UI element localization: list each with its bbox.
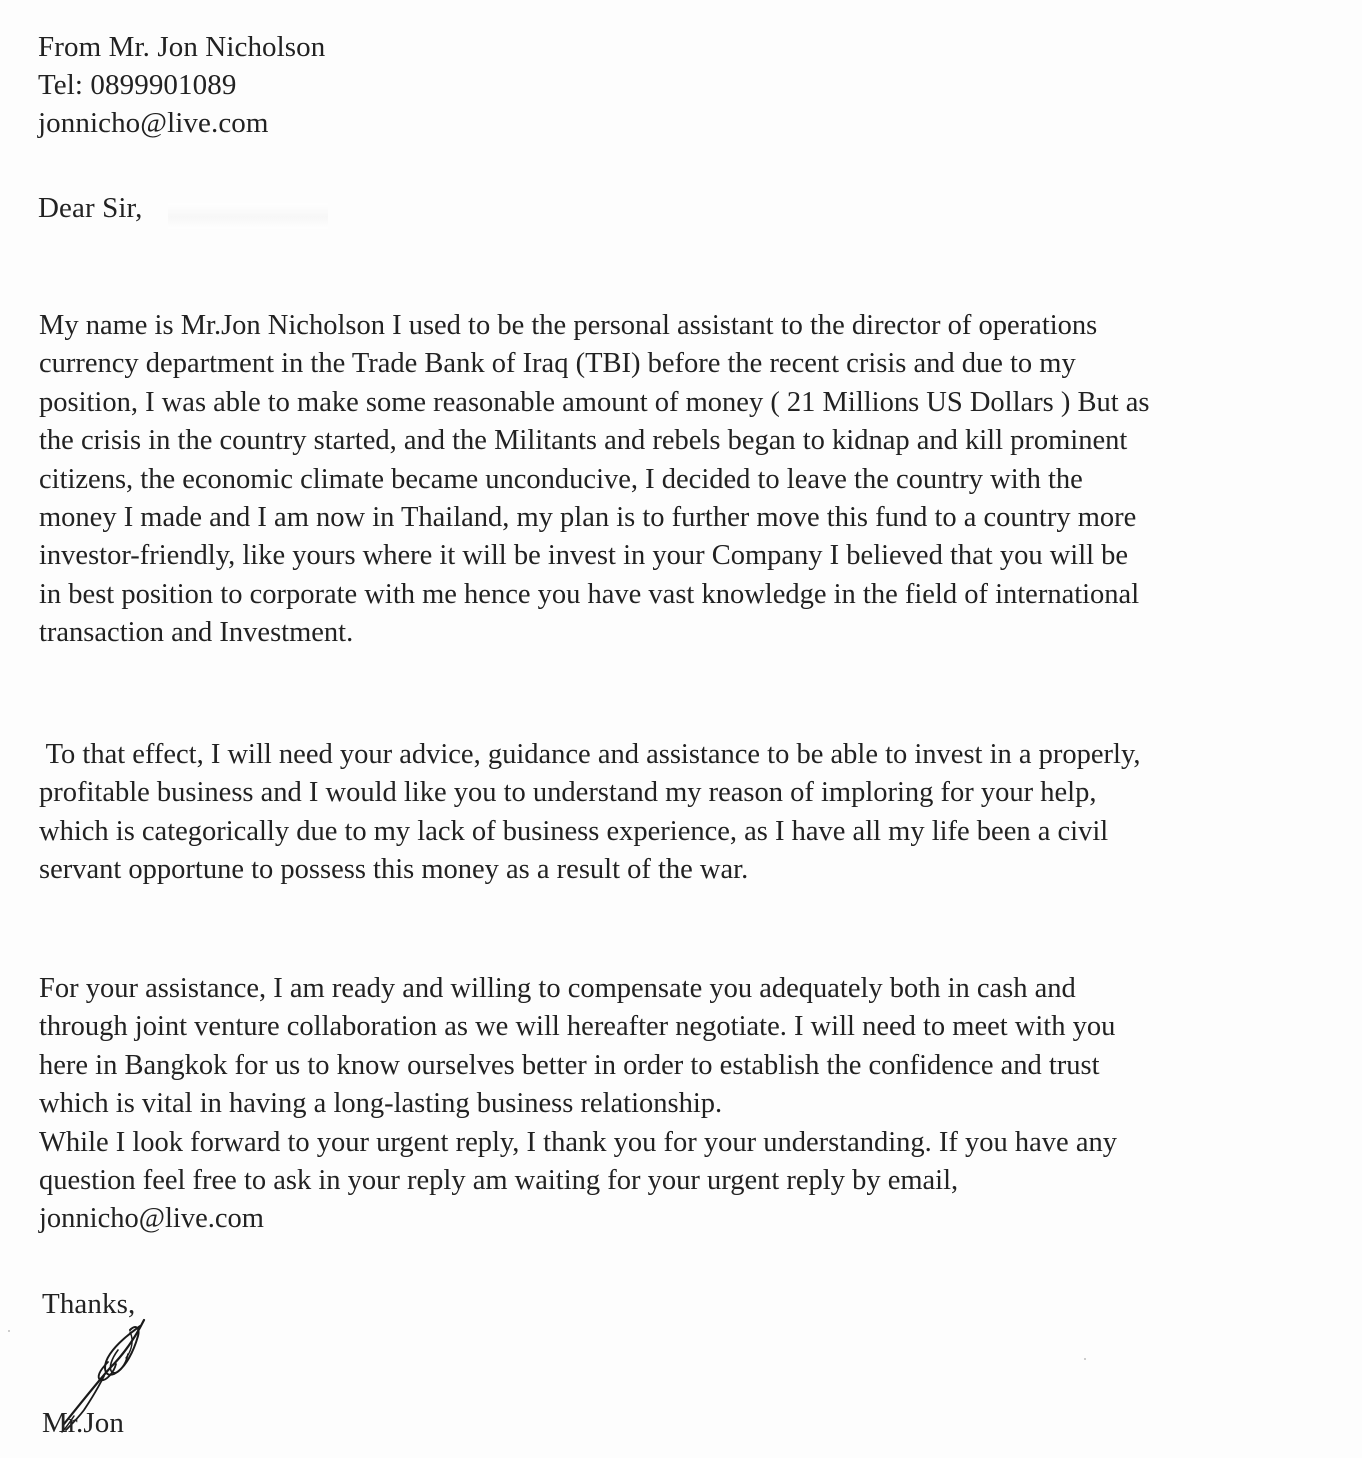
paragraph-line: While I look forward to your urgent reply, I thank you for your understanding. If you have any	[39, 1126, 1117, 1158]
paragraph-request	[39, 736, 1140, 890]
paragraph-line: in best position to corporate with me hence you have vast knowledge in the field of international	[39, 578, 1140, 610]
paragraph-intro	[39, 307, 1150, 653]
paragraph-compensation	[39, 970, 1117, 1239]
contact-email: jonnicho@live.com	[39, 1203, 264, 1235]
paragraph-line: the crisis in the country started, and the Militants and rebels began to kidnap and kill prominent	[39, 425, 1128, 457]
paragraph-line: servant opportune to possess this money as a result of the war.	[39, 854, 749, 886]
paragraph-line: My name is Mr.Jon Nicholson I used to be the personal assistant to the director of operations	[39, 310, 1098, 341]
paragraph-line: here in Bangkok for us to know ourselves better in order to establish the confidence and trust	[39, 1049, 1100, 1081]
scan-speck	[1084, 1358, 1086, 1360]
paragraph-line: which is categorically due to my lack of business experience, as I have all my life been a civil	[39, 815, 1109, 847]
signature-name: Mr.Jon	[42, 1407, 124, 1439]
paragraph-line: money I made and I am now in Thailand, my plan is to further move this fund to a country more	[39, 502, 1137, 534]
scan-speck	[8, 1330, 10, 1332]
paragraph-line: transaction and Investment.	[39, 617, 354, 649]
paragraph-line: position, I was able to make some reasonable amount of money ( 21 Millions US Dollars ) But as	[39, 386, 1150, 418]
paragraph-line: currency department in the Trade Bank of Iraq (TBI) before the recent crisis and due to my	[39, 348, 1076, 380]
paragraph-line: For your assistance, I am ready and willing to compensate you adequately both in cash and	[39, 973, 1076, 1004]
sender-phone: Tel: 0899901089	[38, 69, 237, 101]
paragraph-line: through joint venture collaboration as we will hereafter negotiate. I will need to meet with you	[39, 1011, 1116, 1043]
paragraph-line: which is vital in having a long-lasting business relationship.	[39, 1088, 723, 1120]
paragraph-line: investor-friendly, like yours where it will be invest in your Company I believed that you will be	[39, 540, 1129, 572]
paragraph-line: question feel free to ask in your reply am waiting for your urgent reply by email,	[39, 1165, 959, 1197]
paragraph-line: citizens, the economic climate became unconducive, I decided to leave the country with the	[39, 463, 1083, 495]
redaction-mark	[168, 203, 328, 229]
sender-name: From Mr. Jon Nicholson	[38, 31, 326, 63]
salutation: Dear Sir,	[38, 192, 143, 224]
paragraph-line: profitable business and I would like you to understand my reason of imploring for your help,	[39, 777, 1097, 809]
closing: Thanks,	[42, 1288, 136, 1320]
paragraph-line: To that effect, I will need your advice, guidance and assistance to be able to invest in a properly,	[39, 739, 1141, 770]
sender-email: jonnicho@live.com	[38, 107, 269, 139]
